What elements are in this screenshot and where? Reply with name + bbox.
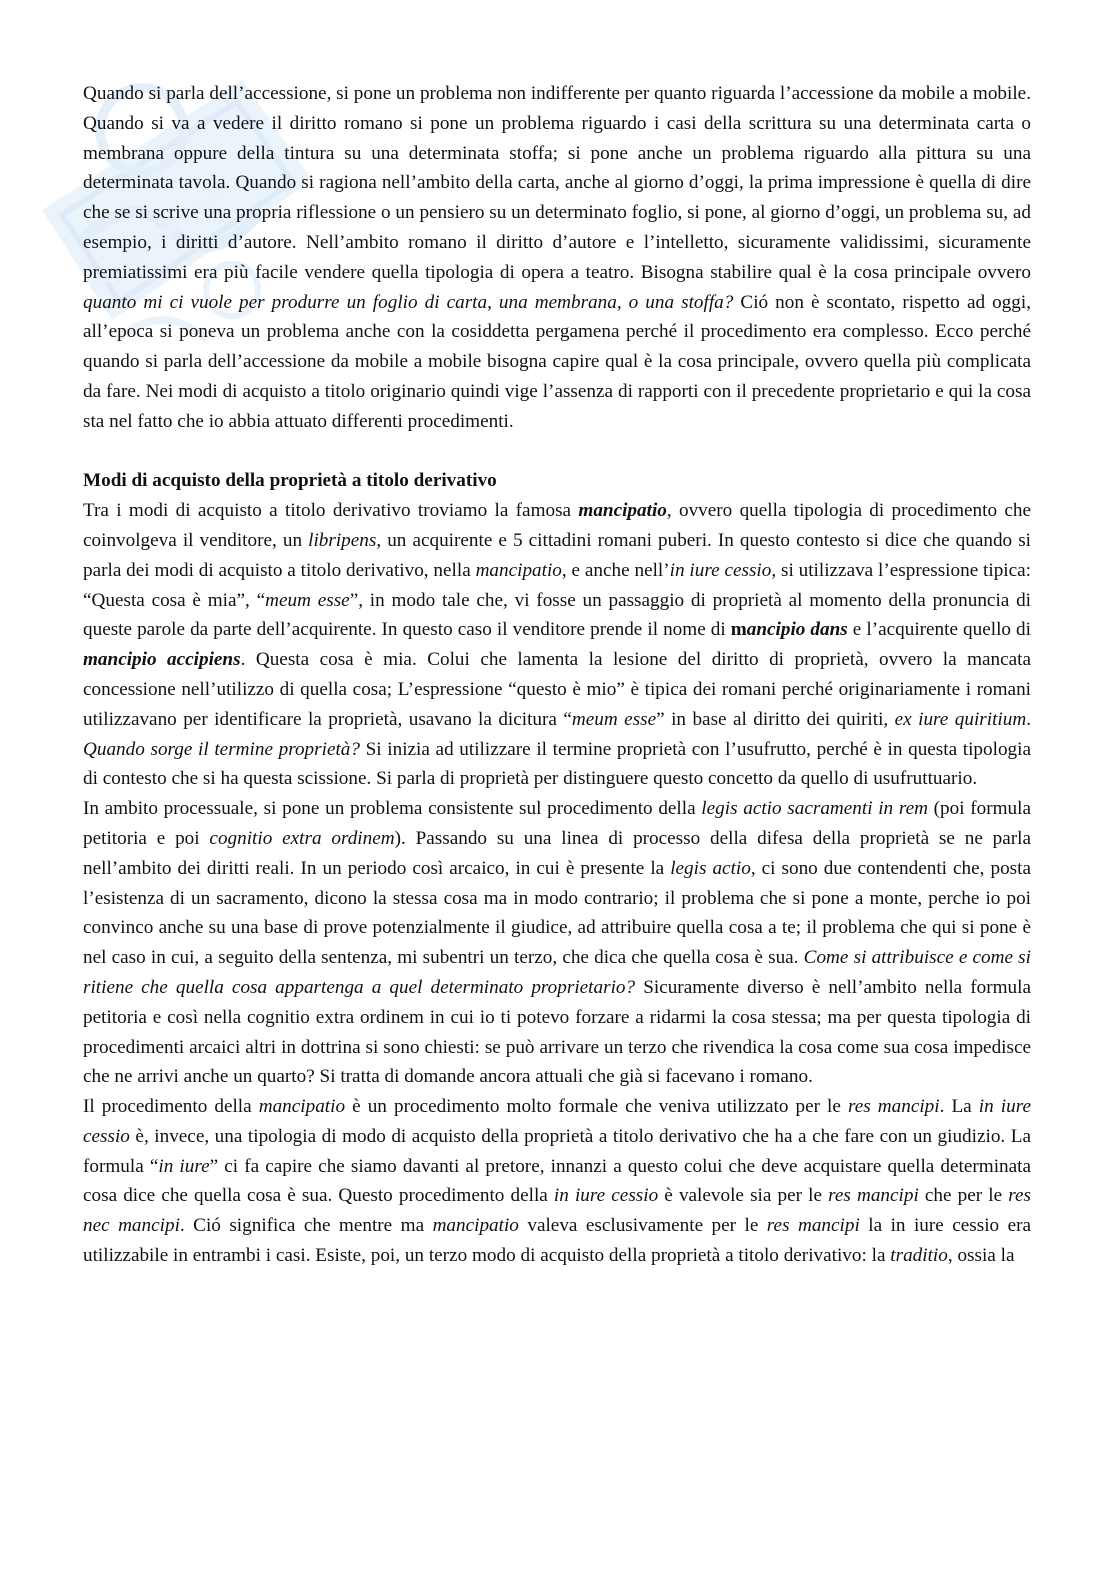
paragraph-processo: In ambito processuale, si pone un problema consistente sul procedimento della legis actio sacramenti in rem (poi formula petitoria e poi cognitio extra ordinem). Passando su una linea di processo della difesa della proprietà se ne parla nell’ambito dei diritti reali. In un periodo così arcaico, in cui è presente la legis actio, ci sono due contendenti che, posta l’esistenza di un sacramento, dicono la stessa cosa ma in modo contrario; il problema che si pone a monte, perche io poi convinco anche su una base di prove potenzialmente il giudice, ad attribuire quella cosa a te; il problema che qui si pone è nel caso in cui, a seguito della sentenza, mi subentri un terzo, che dica che quella cosa è sua. Come si attribuisce e come si ritiene che quella cosa appartenga a quel determinato proprietario? Sicuramente diverso è nell’ambito nella formula petitoria e così nella cognitio extra ordinem in cui io ti potevo forzare a ridarmi la cosa stessa; ma per questa tipologia di procedimenti arcaici altri in dottrina si sono chiesti: se può arrivare un terzo che rivendica la cosa come sua cosa impedisce che ne arrivi anche un quarto? Si tratta di domande ancora attuali che già si facevano i romano. — [83, 798, 1032, 1088]
paragraph-in-iure-cessio: Il procedimento della mancipatio è un procedimento molto formale che veniva utilizzato per le res mancipi. La in iure cessio è, invece, una tipologia di modo di acquisto della proprietà a titolo derivativo che ha a che fare con un giudizio. La formula “in iure” ci fa capire che siamo davanti al pretore, innanzi a questo colui che deve acquistare quella determinata cosa dice che quella cosa è sua. Questo procedimento della in iure cessio è valevole sia per le res mancipi che per le res nec mancipi. Ció significa che mentre ma mancipatio valeva esclusivamente per le res mancipi la in iure cessio era utilizzabile in entrambi i casi. Esiste, poi, un terzo modo di acquisto della proprietà a titolo derivativo: la traditio, ossia la — [83, 1096, 1032, 1267]
paragraph-mancipatio: Tra i modi di acquisto a titolo derivativo troviamo la famosa mancipatio, ovvero quella tipologia di procedimento che coinvolgeva il venditore, un libripens, un acquirente e 5 cittadini romani puberi. In questo contesto si dice che quando si parla dei modi di acquisto a titolo derivativo, nella mancipatio, e anche nell’in iure cessio, si utilizzava l’espressione tipica: “Questa cosa è mia”, “meum esse”, in modo tale che, vi fosse un passaggio di proprietà al momento della pronuncia di queste parole da parte dell’acquirente. In questo caso il venditore prende il nome di mancipio dans e l’acquirente quello di mancipio accipiens. Questa cosa è mia. Colui che lamenta la lesione del diritto di proprietà, ovvero la mancata concessione nell’utilizzo di quella cosa; L’espressione “questo è mio” è tipica dei romani perché originariamente i romani utilizzavano per identificare la proprietà, usavano la dicitura “meum esse” in base al diritto dei quiriti, ex iure quiritium. Quando sorge il termine proprietà? Si inizia ad utilizzare il termine proprietà con l’usufrutto, perché è in questa tipologia di contesto che si ha questa scissione. Si parla di proprietà per distinguere questo concetto da quello di usufruttuario. — [83, 500, 1031, 790]
document-body — [83, 79, 1031, 1271]
section-heading: Modi di acquisto della proprietà a titolo derivativo — [83, 470, 497, 492]
paragraph-accessione: Quando si parla dell’accessione, si pone un problema non indifferente per quanto riguarda l’accessione da mobile a mobile. Quando si va a vedere il diritto romano si pone un problema riguardo i casi della scrittura su una determinata carta o membrana oppure della tintura su una determinata stoffa; si pone anche un problema riguardo alla pittura su una determinata tavola. Quando si ragiona nell’ambito della carta, anche al giorno d’oggi, la prima impressione è quella di dire che se si scrive una propria riflessione o un pensiero su un determinato foglio, si pone, al giorno d’oggi, un problema su, ad esempio, i diritti d’autore. Nell’ambito romano il diritto d’autore e l’intelletto, sicuramente validissimi, sicuramente premiatissimi era più facile vendere quella tipologia di opera a teatro. Bisogna stabilire qual è la cosa principale ovvero quanto mi ci vuole per produrre un foglio di carta, una membrana, o una stoffa? Ció non è scontato, rispetto ad oggi, all’epoca si poneva un problema anche con la cosiddetta pergamena perché il procedimento era complesso. Ecco perché quando si parla dell’accessione da mobile a mobile bisogna capire qual è la cosa principale, ovvero quella più complicata da fare. Nei modi di acquisto a titolo originario quindi vige l’assenza di rapporti con il precedente proprietario e qui la cosa sta nel fatto che io abbia attuato differenti procedimenti. — [83, 83, 1031, 432]
